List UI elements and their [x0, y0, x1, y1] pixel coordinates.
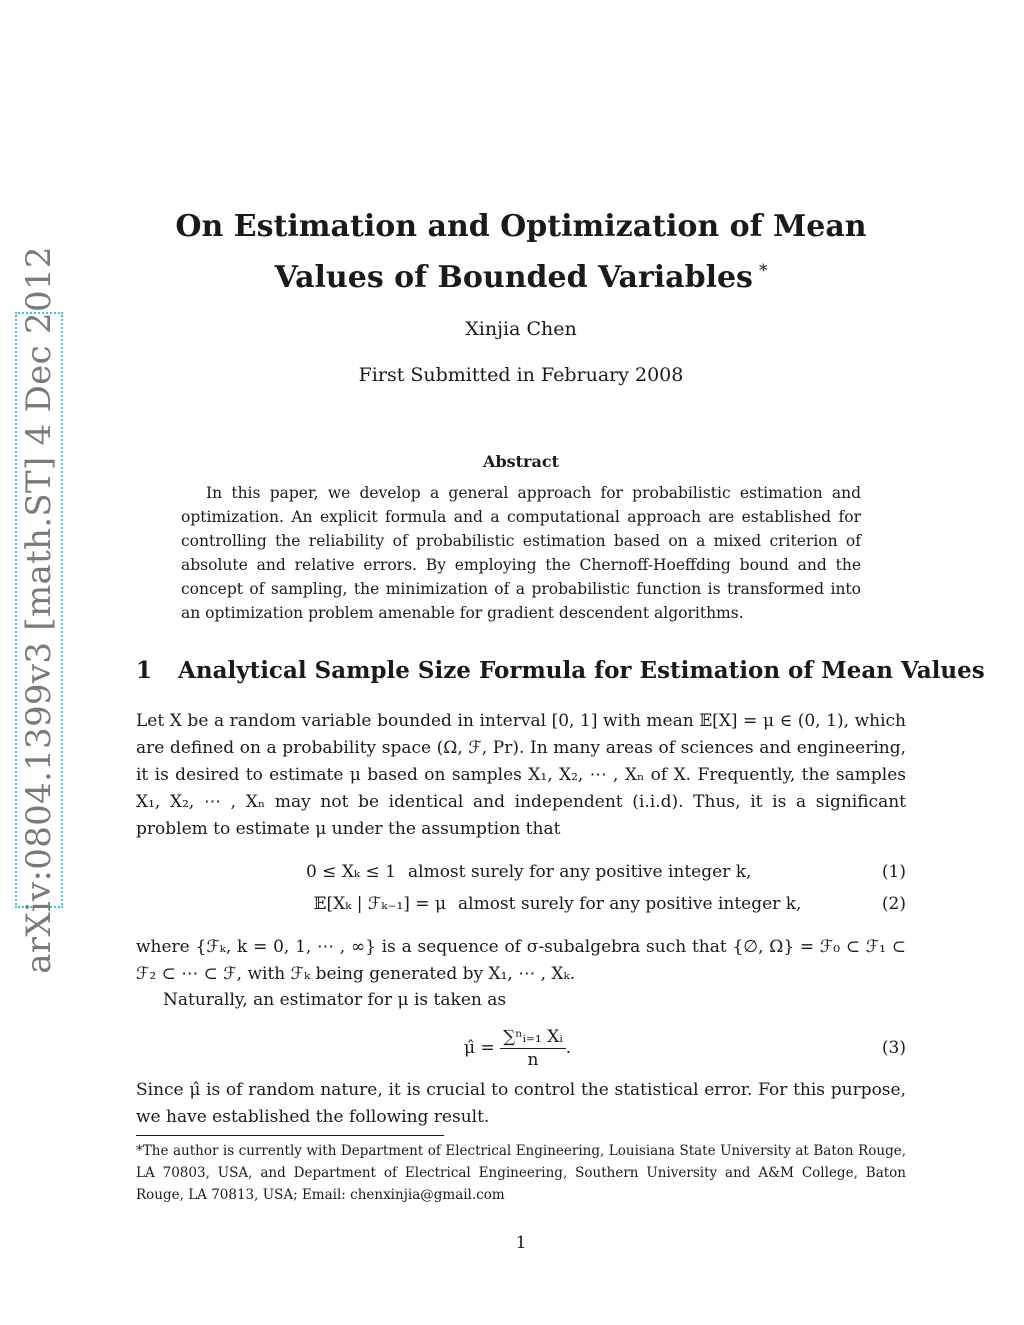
section-number: 1: [136, 657, 153, 684]
equation-1-rhs: almost surely for any positive integer k,: [408, 862, 752, 882]
equation-3-denominator: n: [527, 1050, 539, 1070]
footnote-rule: [136, 1135, 444, 1136]
equation-3: [136, 1024, 906, 1072]
body-paragraph-1: Let X be a random variable bounded in interval [0, 1] with mean 𝔼[X] = μ ∈ (0, 1), which are defined on a probability space (Ω, ℱ, Pr). In many areas of sciences and engineering, it is desired to estimate μ based on samples X₁, X₂, ⋯ , Xₙ of X. Frequently, the samples X₁, X₂, ⋯ , Xₙ may not be identical and independent (i.i.d). Thus, it is a significant problem to estimate μ under the assumption that: [136, 711, 906, 839]
paper-title-text: On Estimation and Optimization of Mean Values of Bounded Variables: [175, 209, 867, 295]
body-paragraph-4: Since μ̂ is of random nature, it is crucial to control the statistical error. For this purpose, we have established the following result.: [136, 1080, 906, 1127]
abstract-heading: Abstract: [483, 452, 559, 471]
body-paragraph-3: Naturally, an estimator for μ is taken as: [163, 990, 507, 1010]
body-paragraph-2: where {ℱₖ, k = 0, 1, ⋯ , ∞} is a sequence of σ-subalgebra such that {∅, Ω} = ℱ₀ ⊂ ℱ₁ ⊂ ℱ₂ ⊂ ⋯ ⊂ ℱ, with ℱₖ being generated by X₁, ⋯ , Xₖ.: [136, 937, 906, 984]
paper-title: [136, 205, 906, 300]
equation-1-lhs: 0 ≤ Xₖ ≤ 1: [305, 862, 396, 882]
equation-3-body: [464, 1024, 571, 1072]
equation-3-period: .: [565, 1038, 572, 1058]
section-title: Analytical Sample Size Formula for Estimation of Mean Values: [178, 657, 985, 684]
equation-2: [136, 889, 906, 919]
footnote: *The author is currently with Department of Electrical Engineering, Louisiana State University at Baton Rouge, LA 70803, USA, and Department of Electrical Engineering, Southern University and A&M College, Baton Rouge, LA 70813, USA; Email: chenxinjia@gmail.com: [136, 1143, 906, 1203]
arxiv-identifier: arXiv:0804.1399v3 [math.ST] 4 Dec 2012: [19, 246, 59, 974]
title-footnote-mark: *: [758, 261, 768, 281]
equation-2-number: (2): [881, 894, 906, 914]
submission-date: First Submitted in February 2008: [358, 364, 684, 386]
abstract-text: In this paper, we develop a general approach for probabilistic estimation and optimization. An explicit formula and a computational approach are established for controlling the reliability of probabilistic estimation based on a mixed criterion of absolute and relative errors. By employing the Chernoff-Hoeffding bound and the concept of sampling, the minimization of a probabilistic function is transformed into an optimization problem amenable for gradient descendent algorithms.: [181, 484, 861, 622]
equation-3-number: (3): [881, 1038, 906, 1058]
equation-2-rhs: almost surely for any positive integer k,: [458, 894, 802, 914]
section-heading: [136, 657, 985, 684]
equation-3-numerator: ∑ⁿᵢ₌₁ Xᵢ: [500, 1026, 566, 1049]
equation-3-fraction: [500, 1026, 566, 1071]
equation-1-number: (1): [881, 862, 906, 882]
arxiv-stamp: [15, 246, 63, 974]
author-name: Xinjia Chen: [465, 318, 577, 340]
equation-3-lhs: μ̂ =: [464, 1038, 495, 1058]
page-number: 1: [515, 1233, 527, 1253]
equation-2-lhs: 𝔼[Xₖ | ℱₖ₋₁] = μ: [313, 894, 446, 914]
equation-1: [136, 857, 906, 887]
